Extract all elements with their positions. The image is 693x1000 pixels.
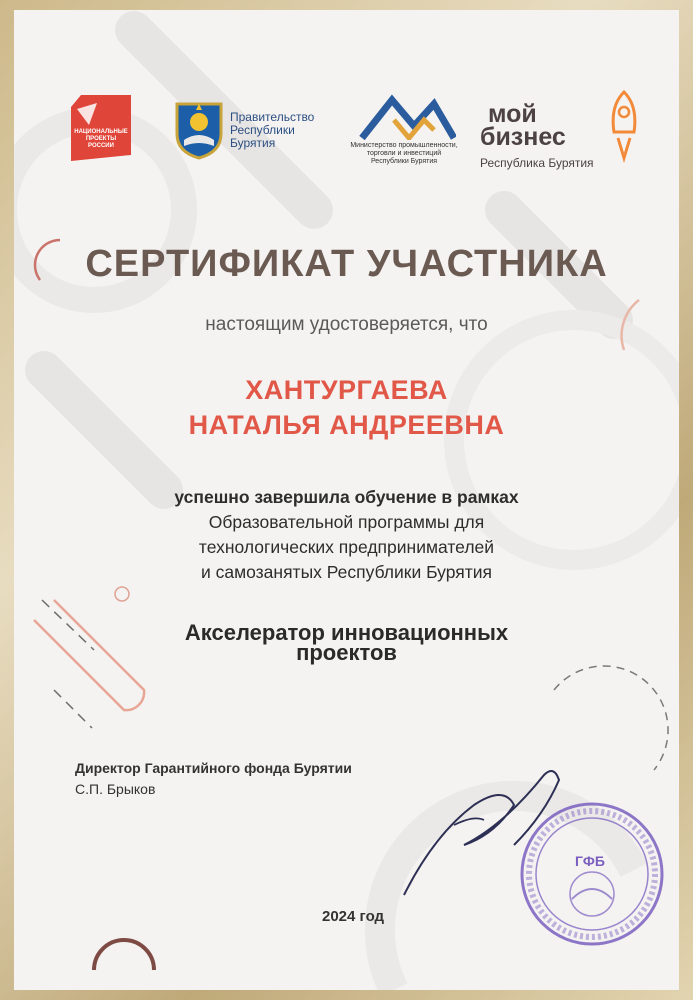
ministry-text: Министерство промышленности, торговли и инвестиций Республики Бурятия <box>350 142 458 165</box>
program-name-line2: проектов <box>296 640 397 665</box>
national-projects-logo <box>71 95 131 166</box>
rocket-logo <box>604 88 644 173</box>
program-name-line1: Акселератор инновационных <box>184 620 509 645</box>
government-text: Правительство Республики Бурятия <box>230 110 315 150</box>
my-business-line2: бизнес <box>480 123 566 151</box>
signatory-position: Директор Гарантийного фонда Бурятии <box>75 760 352 776</box>
completion-text: успешно завершила обучение в рамках <box>174 487 519 507</box>
stamp-center-text: ГФБ <box>575 853 605 869</box>
mountains-icon <box>354 90 456 140</box>
rocket-icon <box>604 88 644 168</box>
my-business-line1: мой <box>488 100 537 128</box>
signatory-name: С.П. Брыков <box>75 781 156 797</box>
logos-row <box>14 10 679 210</box>
organization-stamp <box>517 799 667 954</box>
certificate-paper <box>14 10 679 990</box>
national-projects-caption: НАЦИОНАЛЬНЫЕ ПРОЕКТЫ РОССИИ <box>74 129 128 149</box>
program-desc-line1: Образовательной программы для <box>208 512 485 532</box>
certificate-subtitle: настоящим удостоверяется, что <box>205 314 488 335</box>
recipient-surname: ХАНТУРГАЕВА <box>245 375 448 405</box>
program-desc-line3: и самозанятых Республики Бурятия <box>200 562 493 582</box>
buryatia-coat-of-arms <box>174 100 224 165</box>
ministry-logo <box>354 90 456 145</box>
stamp-seal <box>517 799 667 949</box>
certificate-year: 2024 год <box>322 908 385 925</box>
program-desc-line2: технологических предпринимателей <box>198 537 495 557</box>
recipient-given-names: НАТАЛЬЯ АНДРЕЕВНА <box>188 410 505 440</box>
certificate-title: СЕРТИФИКАТ УЧАСТНИКА <box>85 243 608 285</box>
national-projects-icon <box>71 95 131 161</box>
my-business-region: Республика Бурятия <box>480 156 594 170</box>
coat-of-arms-icon <box>174 100 224 160</box>
